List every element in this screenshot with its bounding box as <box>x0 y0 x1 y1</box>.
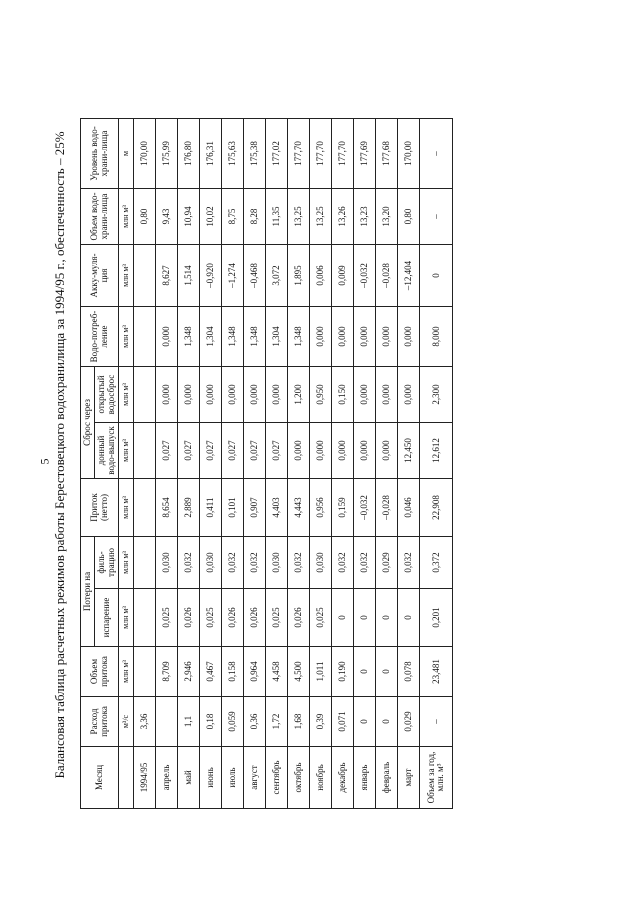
water-use-cell: 0,000 <box>332 307 354 367</box>
open-spillway-cell: 0,000 <box>200 367 222 423</box>
water-use-cell: 1,304 <box>266 307 288 367</box>
bottom-outlet-cell: 0,027 <box>266 423 288 479</box>
reservoir-volume-cell: 13,25 <box>288 189 310 245</box>
accumulation-cell: 3,072 <box>266 245 288 307</box>
evaporation-cell: 0 <box>354 589 376 647</box>
reservoir-volume-cell: 0,80 <box>398 189 420 245</box>
reservoir-volume-cell: 11,35 <box>266 189 288 245</box>
open-spillway-cell: 0,150 <box>332 367 354 423</box>
empty-cell <box>134 423 156 479</box>
reservoir-volume-cell: 13,26 <box>332 189 354 245</box>
units-cell: млн м³ <box>119 367 134 423</box>
header-inflow-rate: Расход притока <box>81 697 119 747</box>
inflow-rate-cell: 0,18 <box>200 697 222 747</box>
net-inflow-cell: 0,046 <box>398 479 420 537</box>
reservoir-volume-cell: 10,02 <box>200 189 222 245</box>
reservoir-level-cell: 175,63 <box>222 119 244 189</box>
reservoir-level-cell: 170,00 <box>398 119 420 189</box>
evaporation-cell: 0,025 <box>310 589 332 647</box>
header-inflow-volume: Объем притока <box>81 647 119 697</box>
inflow-rate-cell: 0,071 <box>332 697 354 747</box>
net-inflow-cell: 0,101 <box>222 479 244 537</box>
bottom-outlet-cell: 0,000 <box>332 423 354 479</box>
filtration-cell: 0,032 <box>222 537 244 589</box>
units-cell: м <box>119 119 134 189</box>
water-use-cell: 0,000 <box>376 307 398 367</box>
total-water-use: 8,000 <box>420 307 453 367</box>
month-cell: декабрь <box>332 747 354 809</box>
evaporation-cell: 0,026 <box>222 589 244 647</box>
net-inflow-cell: 2,889 <box>178 479 200 537</box>
inflow-volume-cell: 0,964 <box>244 647 266 697</box>
accumulation-cell: 0,009 <box>332 245 354 307</box>
bottom-outlet-cell: 0,027 <box>244 423 266 479</box>
bottom-outlet-cell: 0,000 <box>354 423 376 479</box>
filtration-cell: 0,032 <box>398 537 420 589</box>
inflow-rate-cell: 0 <box>354 697 376 747</box>
inflow-volume-cell: 1,011 <box>310 647 332 697</box>
evaporation-cell: 0 <box>376 589 398 647</box>
filtration-cell: 0,030 <box>310 537 332 589</box>
inflow-volume-cell: 0,190 <box>332 647 354 697</box>
reservoir-volume-cell: 8,28 <box>244 189 266 245</box>
filtration-cell: 0,030 <box>156 537 178 589</box>
month-cell: январь <box>354 747 376 809</box>
evaporation-cell: 0,025 <box>200 589 222 647</box>
header-month: Месяц <box>81 747 119 809</box>
filtration-cell: 0,030 <box>200 537 222 589</box>
total-inflow-volume: 23,481 <box>420 647 453 697</box>
bottom-outlet-cell: 0,000 <box>288 423 310 479</box>
header-water-use: Водо-потреб-ление <box>81 307 119 367</box>
bottom-outlet-cell: 0,027 <box>222 423 244 479</box>
reservoir-level-cell: 177,70 <box>332 119 354 189</box>
month-cell: июль <box>222 747 244 809</box>
inflow-volume-cell: 8,709 <box>156 647 178 697</box>
water-use-cell: 1,348 <box>178 307 200 367</box>
open-spillway-cell: 0,000 <box>376 367 398 423</box>
open-spillway-cell: 0,000 <box>354 367 376 423</box>
accumulation-cell: –0,028 <box>376 245 398 307</box>
month-cell: март <box>398 747 420 809</box>
empty-cell <box>134 589 156 647</box>
month-cell: июнь <box>200 747 222 809</box>
month-cell: сентябрь <box>266 747 288 809</box>
bottom-outlet-cell: 0,027 <box>156 423 178 479</box>
inflow-volume-cell: 0 <box>376 647 398 697</box>
open-spillway-cell: 0,000 <box>398 367 420 423</box>
table-row <box>288 119 310 809</box>
units-cell: млн м³ <box>119 537 134 589</box>
net-inflow-cell: –0,032 <box>354 479 376 537</box>
open-spillway-cell: 0,000 <box>156 367 178 423</box>
accumulation-cell: 1,895 <box>288 245 310 307</box>
header-filtration: филь-трацию <box>95 537 119 589</box>
units-cell: млн м³ <box>119 245 134 307</box>
bottom-outlet-cell: 0,000 <box>310 423 332 479</box>
reservoir-level-cell: 177,70 <box>310 119 332 189</box>
reservoir-level-cell: 177,02 <box>266 119 288 189</box>
reservoir-level-cell: 177,69 <box>354 119 376 189</box>
balance-table <box>80 118 453 809</box>
total-reservoir-level: – <box>420 119 453 189</box>
evaporation-cell: 0,026 <box>288 589 310 647</box>
initial-reservoir-level: 170,00 <box>134 119 156 189</box>
open-spillway-cell: 0,000 <box>178 367 200 423</box>
reservoir-volume-cell: 13,25 <box>310 189 332 245</box>
table-row <box>222 119 244 809</box>
table-row <box>200 119 222 809</box>
total-reservoir-volume: – <box>420 189 453 245</box>
table-row <box>178 119 200 809</box>
net-inflow-cell: 4,443 <box>288 479 310 537</box>
filtration-cell: 0,029 <box>376 537 398 589</box>
initial-state-row <box>134 119 156 809</box>
inflow-volume-cell: 4,458 <box>266 647 288 697</box>
inflow-rate-cell: 1,1 <box>178 697 200 747</box>
month-cell: август <box>244 747 266 809</box>
water-use-cell: 0,000 <box>310 307 332 367</box>
net-inflow-cell: 0,159 <box>332 479 354 537</box>
table-row <box>244 119 266 809</box>
units-cell: млн м³ <box>119 307 134 367</box>
open-spillway-cell: 0,000 <box>222 367 244 423</box>
evaporation-cell: 0,026 <box>178 589 200 647</box>
net-inflow-cell: 0,956 <box>310 479 332 537</box>
open-spillway-cell: 0,950 <box>310 367 332 423</box>
filtration-cell: 0,032 <box>332 537 354 589</box>
reservoir-volume-cell: 13,23 <box>354 189 376 245</box>
empty-cell <box>134 307 156 367</box>
evaporation-cell: 0,025 <box>156 589 178 647</box>
total-label: Объем за год, млн. м³ <box>420 747 453 809</box>
page-title: Балансовая таблица расчетных режимов работы Берестовецкого водохранилища за 1994/95 г., обеспеченность – 25% <box>52 131 67 779</box>
units-cell-month <box>119 747 134 809</box>
month-cell: май <box>178 747 200 809</box>
inflow-rate-cell: 0,36 <box>244 697 266 747</box>
total-inflow-rate: – <box>420 697 453 747</box>
inflow-rate-cell: 0,39 <box>310 697 332 747</box>
total-bottom-outlet: 12,612 <box>420 423 453 479</box>
year-label: 1994/95 <box>134 747 156 809</box>
table-row <box>310 119 332 809</box>
evaporation-cell: 0 <box>332 589 354 647</box>
inflow-volume-cell: 2,946 <box>178 647 200 697</box>
reservoir-volume-cell: 9,43 <box>156 189 178 245</box>
header-reservoir-level: Уровень водо-храни-лища <box>81 119 119 189</box>
evaporation-cell: 0,025 <box>266 589 288 647</box>
accumulation-cell: 8,627 <box>156 245 178 307</box>
water-use-cell: 1,304 <box>200 307 222 367</box>
reservoir-level-cell: 176,80 <box>178 119 200 189</box>
reservoir-level-cell: 177,68 <box>376 119 398 189</box>
total-row <box>420 119 453 809</box>
units-cell: млн м³ <box>119 647 134 697</box>
inflow-rate-cell: 1,68 <box>288 697 310 747</box>
reservoir-level-cell: 177,70 <box>288 119 310 189</box>
filtration-cell: 0,032 <box>178 537 200 589</box>
rotated-page-content <box>48 0 640 905</box>
month-cell: февраль <box>376 747 398 809</box>
empty-cell <box>134 479 156 537</box>
accumulation-cell: –0,032 <box>354 245 376 307</box>
page-number: 5 <box>37 458 52 465</box>
open-spillway-cell: 0,000 <box>266 367 288 423</box>
inflow-volume-cell: 0,078 <box>398 647 420 697</box>
units-cell: млн м³ <box>119 189 134 245</box>
units-cell: млн м³ <box>119 589 134 647</box>
bottom-outlet-cell: 12,450 <box>398 423 420 479</box>
table-row <box>266 119 288 809</box>
total-open-spillway: 2,300 <box>420 367 453 423</box>
header-net-inflow: Приток (нетто) <box>81 479 119 537</box>
month-cell: ноябрь <box>310 747 332 809</box>
evaporation-cell: 0 <box>398 589 420 647</box>
filtration-cell: 0,032 <box>244 537 266 589</box>
header-accumulation: Акку-муля-ция <box>81 245 119 307</box>
units-cell: млн м³ <box>119 423 134 479</box>
bottom-outlet-cell: 0,027 <box>178 423 200 479</box>
empty-cell <box>134 245 156 307</box>
filtration-cell: 0,032 <box>354 537 376 589</box>
inflow-volume-cell: 4,500 <box>288 647 310 697</box>
table-row <box>354 119 376 809</box>
inflow-rate-cell: 0 <box>376 697 398 747</box>
open-spillway-cell: 1,200 <box>288 367 310 423</box>
empty-cell <box>134 537 156 589</box>
net-inflow-cell: 8,654 <box>156 479 178 537</box>
initial-reservoir-volume: 0,80 <box>134 189 156 245</box>
inflow-rate-cell: 0,029 <box>398 697 420 747</box>
initial-inflow-rate: 3,36 <box>134 697 156 747</box>
month-cell: апрель <box>156 747 178 809</box>
total-accumulation: 0 <box>420 245 453 307</box>
accumulation-cell: 0,006 <box>310 245 332 307</box>
water-use-cell: 1,348 <box>222 307 244 367</box>
filtration-cell: 0,030 <box>266 537 288 589</box>
open-spillway-cell: 0,000 <box>244 367 266 423</box>
total-net-inflow: 22,908 <box>420 479 453 537</box>
inflow-rate-cell: 0,059 <box>222 697 244 747</box>
header-open-spillway: открытый водосброс <box>95 367 119 423</box>
accumulation-cell: –12,404 <box>398 245 420 307</box>
header-bottom-outlet: донный водо-выпуск <box>95 423 119 479</box>
header-losses: Потери на <box>81 537 95 647</box>
accumulation-cell: –1,274 <box>222 245 244 307</box>
empty-cell <box>134 367 156 423</box>
inflow-volume-cell: 0 <box>354 647 376 697</box>
header-discharge: Сброс через <box>81 367 95 479</box>
table-row <box>376 119 398 809</box>
units-cell: м³/с <box>119 697 134 747</box>
accumulation-cell: –0,920 <box>200 245 222 307</box>
reservoir-level-cell: 175,99 <box>156 119 178 189</box>
net-inflow-cell: –0,028 <box>376 479 398 537</box>
table-row <box>156 119 178 809</box>
accumulation-cell: –0,468 <box>244 245 266 307</box>
header-reservoir-volume: Объем водо-храни-лища <box>81 189 119 245</box>
water-use-cell: 0,000 <box>398 307 420 367</box>
total-evaporation: 0,201 <box>420 589 453 647</box>
evaporation-cell: 0,026 <box>244 589 266 647</box>
water-use-cell: 1,348 <box>288 307 310 367</box>
water-use-cell: 0,000 <box>156 307 178 367</box>
water-use-cell: 1,348 <box>244 307 266 367</box>
total-filtration: 0,372 <box>420 537 453 589</box>
inflow-rate-cell: 1,72 <box>266 697 288 747</box>
units-cell: млн м³ <box>119 479 134 537</box>
net-inflow-cell: 0,907 <box>244 479 266 537</box>
bottom-outlet-cell: 0,027 <box>200 423 222 479</box>
net-inflow-cell: 4,403 <box>266 479 288 537</box>
filtration-cell: 0,032 <box>288 537 310 589</box>
reservoir-level-cell: 175,38 <box>244 119 266 189</box>
month-cell: октябрь <box>288 747 310 809</box>
units-row <box>119 119 134 809</box>
net-inflow-cell: 0,411 <box>200 479 222 537</box>
reservoir-volume-cell: 13,20 <box>376 189 398 245</box>
table-row <box>332 119 354 809</box>
water-use-cell: 0,000 <box>354 307 376 367</box>
reservoir-volume-cell: 10,94 <box>178 189 200 245</box>
empty-cell <box>134 647 156 697</box>
reservoir-level-cell: 176,31 <box>200 119 222 189</box>
reservoir-volume-cell: 8,75 <box>222 189 244 245</box>
inflow-rate-cell <box>156 697 178 747</box>
inflow-volume-cell: 0,158 <box>222 647 244 697</box>
inflow-volume-cell: 0,467 <box>200 647 222 697</box>
table-row <box>398 119 420 809</box>
bottom-outlet-cell: 0,000 <box>376 423 398 479</box>
accumulation-cell: 1,514 <box>178 245 200 307</box>
header-evaporation: испарение <box>95 589 119 647</box>
